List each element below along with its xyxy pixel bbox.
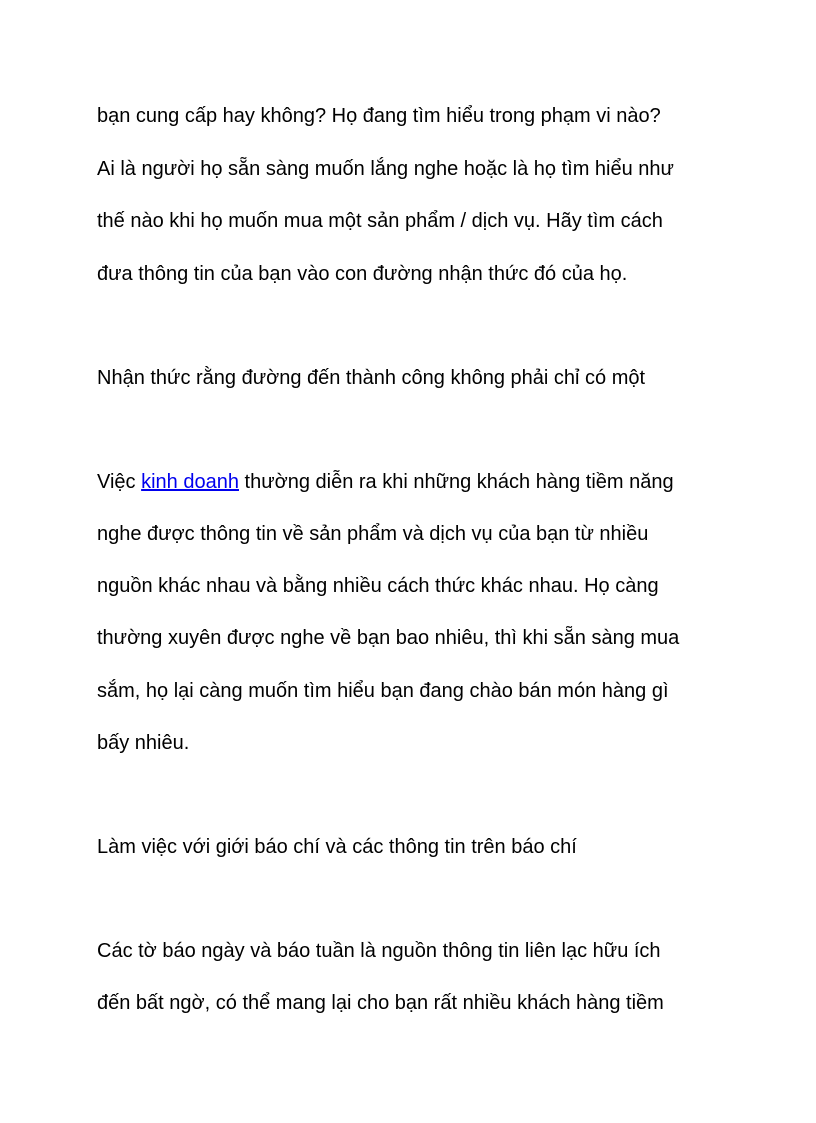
paragraph-3-line-1: Các tờ báo ngày và báo tuần là nguồn thông tin liên lạc hữu ích — [97, 940, 661, 962]
paragraph-2-line-1 — [97, 470, 674, 494]
section-heading-2: Làm việc với giới báo chí và các thông tin trên báo chí — [97, 836, 577, 858]
kinh-doanh-link[interactable]: kinh doanh — [141, 471, 239, 493]
paragraph-3-line-2: đến bất ngờ, có thể mang lại cho bạn rất nhiều khách hàng tiềm — [97, 992, 664, 1014]
paragraph-2-line-6: bấy nhiêu. — [97, 732, 190, 754]
paragraph-2-suffix: thường diễn ra khi những khách hàng tiềm năng — [238, 471, 674, 493]
section-heading-1: Nhận thức rằng đường đến thành công không phải chỉ có một — [97, 367, 646, 389]
paragraph-2-line-2: nghe được thông tin về sản phẩm và dịch vụ của bạn từ nhiều — [97, 523, 649, 545]
paragraph-2-line-5: sắm, họ lại càng muốn tìm hiểu bạn đang chào bán món hàng gì — [97, 680, 669, 702]
paragraph-2-line-3: nguồn khác nhau và bằng nhiều cách thức khác nhau. Họ càng — [97, 575, 659, 597]
paragraph-1-line-3: thế nào khi họ muốn mua một sản phẩm / dịch vụ. Hãy tìm cách — [97, 210, 663, 232]
paragraph-2-prefix: Việc — [97, 471, 142, 493]
paragraph-1-line-4: đưa thông tin của bạn vào con đường nhận thức đó của họ. — [97, 263, 628, 285]
paragraph-2-line-4: thường xuyên được nghe về bạn bao nhiêu, thì khi sẵn sàng mua — [97, 627, 680, 649]
paragraph-1-line-2: Ai là người họ sẵn sàng muốn lắng nghe hoặc là họ tìm hiểu như — [97, 158, 674, 180]
paragraph-1-line-1: bạn cung cấp hay không? Họ đang tìm hiểu trong phạm vi nào? — [97, 105, 661, 127]
